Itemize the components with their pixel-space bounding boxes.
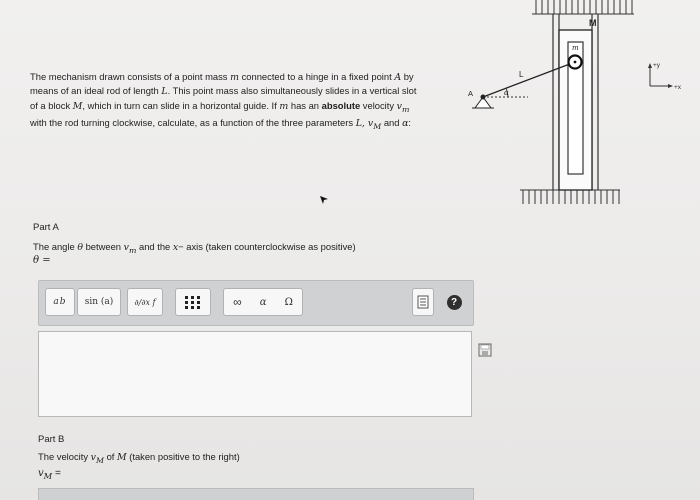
math-sub-M: M bbox=[373, 121, 382, 131]
help-button[interactable] bbox=[442, 288, 466, 316]
keyboard-button[interactable] bbox=[412, 288, 434, 316]
problem-statement bbox=[30, 70, 470, 133]
matrix-icon bbox=[184, 295, 202, 309]
hinge-A bbox=[472, 95, 494, 108]
math-params: L, v bbox=[355, 118, 374, 130]
prompt-theta: θ = bbox=[33, 255, 51, 266]
text: The velocity bbox=[38, 451, 89, 462]
text: and the bbox=[138, 241, 171, 252]
bold-absolute: absolute bbox=[321, 99, 361, 111]
prompt-v: v bbox=[38, 468, 44, 479]
part-a-answer-prompt bbox=[33, 255, 51, 266]
math-M: M bbox=[117, 452, 127, 463]
math-sub-m: m bbox=[401, 104, 410, 114]
text: The angle bbox=[33, 241, 75, 252]
functions-button[interactable] bbox=[77, 288, 121, 316]
save-answer-icon[interactable] bbox=[478, 343, 492, 357]
text: . This point mass also simultaneously slides in a vertical slot bbox=[167, 85, 417, 97]
help-icon: ? bbox=[447, 295, 462, 310]
math-alpha: α bbox=[402, 118, 409, 130]
ceiling-hatch bbox=[532, 0, 634, 14]
math-M: M bbox=[72, 100, 83, 112]
label-M: M bbox=[589, 18, 597, 28]
text: by bbox=[403, 71, 414, 82]
math-m: m bbox=[230, 72, 239, 83]
sin-label: sin (a) bbox=[84, 297, 114, 307]
label-L: L bbox=[519, 70, 524, 79]
omega-symbol: Ω bbox=[284, 296, 293, 308]
label-A: A bbox=[468, 89, 474, 98]
part-a-answer-input[interactable] bbox=[38, 331, 472, 417]
mouse-cursor-icon bbox=[318, 194, 330, 206]
math-theta: θ bbox=[77, 242, 83, 253]
matrix-button[interactable] bbox=[175, 288, 211, 316]
text: with the rod turning clockwise, calculate, as a function of the three parameters bbox=[30, 117, 354, 129]
problem-line-2 bbox=[30, 84, 470, 98]
math-sub-M: M bbox=[95, 455, 104, 465]
text: − axis (taken counterclockwise as positive) bbox=[178, 241, 356, 252]
math-L: L bbox=[161, 86, 168, 98]
symbols-button[interactable] bbox=[223, 288, 303, 316]
point-mass-center bbox=[574, 61, 577, 64]
infinity-symbol: ∞ bbox=[233, 295, 242, 309]
prompt-sub-M: M bbox=[43, 471, 53, 481]
text: velocity bbox=[362, 99, 395, 111]
text: has an bbox=[290, 99, 320, 111]
math-x: x bbox=[172, 242, 179, 253]
math-v: v bbox=[396, 100, 402, 112]
text: : bbox=[408, 117, 412, 129]
math-toolbar bbox=[38, 280, 474, 326]
floor-hatch bbox=[520, 190, 620, 204]
axis-y-label: +y bbox=[653, 62, 661, 69]
text: and bbox=[383, 117, 400, 129]
part-b-toolbar-edge bbox=[38, 488, 474, 500]
problem-line-1 bbox=[30, 70, 470, 84]
label-m: m bbox=[572, 44, 579, 52]
keyboard-icon bbox=[417, 295, 429, 309]
text: connected to a hinge in a fixed point bbox=[241, 71, 392, 82]
text: , which in turn can slide in a horizontal guide. If bbox=[82, 99, 277, 111]
mechanism-diagram bbox=[468, 0, 638, 210]
templates-label: ab bbox=[53, 297, 67, 307]
part-b-question bbox=[38, 451, 240, 465]
axis-x-label: +x bbox=[674, 84, 682, 91]
part-b-title: Part B bbox=[38, 434, 65, 445]
text: (taken positive to the right) bbox=[129, 451, 240, 462]
derivative-label: ∂/∂x f bbox=[134, 297, 156, 307]
label-alpha: α bbox=[504, 89, 509, 97]
math-A: A bbox=[394, 72, 402, 83]
axes-icon bbox=[638, 60, 688, 94]
text: of a block bbox=[30, 99, 71, 111]
math-v: v bbox=[90, 452, 96, 463]
text: means of an ideal rod of length bbox=[30, 85, 159, 97]
text: The mechanism drawn consists of a point mass bbox=[30, 71, 228, 82]
prompt-equals: = bbox=[54, 468, 61, 479]
math-v: v bbox=[123, 242, 129, 253]
part-b-answer-prompt bbox=[38, 468, 61, 481]
math-m: m bbox=[279, 100, 289, 112]
alpha-symbol: α bbox=[259, 296, 267, 308]
problem-line-3 bbox=[30, 99, 470, 116]
text: of bbox=[106, 451, 115, 462]
templates-button[interactable] bbox=[45, 288, 75, 316]
derivative-button[interactable] bbox=[127, 288, 163, 316]
problem-line-4 bbox=[30, 116, 470, 133]
part-a-title: Part A bbox=[33, 222, 59, 233]
math-sub-m: m bbox=[128, 245, 137, 255]
text: between bbox=[85, 241, 122, 252]
part-a-question bbox=[33, 241, 356, 255]
